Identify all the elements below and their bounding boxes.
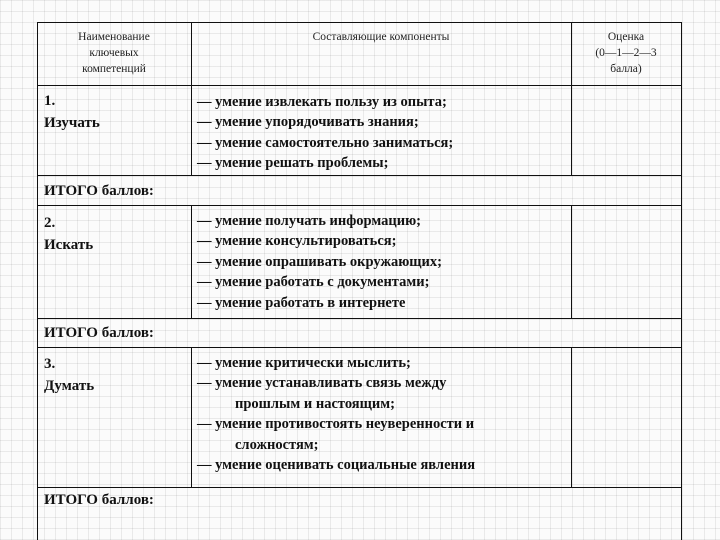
total-score-label-2: ИТОГО баллов: [44, 325, 154, 341]
total-row-top-2 [37, 318, 682, 319]
competency-name-1 [44, 90, 100, 134]
header-line: (0—1—2—3 [595, 47, 657, 59]
header-line: компетенций [82, 63, 146, 75]
component-item: — умение оценивать социальные явления [197, 457, 476, 474]
components-list-1 [197, 92, 453, 174]
component-item: — умение упорядочивать знания; [197, 114, 419, 131]
component-item: — умение работать в интернете [197, 294, 406, 311]
column-divider-1c [191, 347, 192, 487]
total-row-top-3 [37, 487, 682, 488]
competency-name-2 [44, 212, 93, 256]
component-item: — умение получать информацию; [197, 213, 422, 229]
competency-title: Думать [44, 378, 95, 394]
competency-number: 1. [44, 93, 56, 109]
components-list-3 [197, 353, 475, 475]
component-item: — умение решать проблемы; [197, 155, 389, 172]
component-item: — умение работать с документами; [197, 274, 430, 291]
header-divider [37, 85, 682, 86]
component-item: — умение противостоять неуверенности и [197, 416, 475, 433]
component-item: — умение извлекать пользу из опыта; [197, 94, 447, 110]
total-score-label-3: ИТОГО баллов: [44, 492, 154, 508]
header-line: ключевых [89, 47, 139, 59]
column-divider-2b [571, 205, 572, 318]
competency-number: 2. [44, 215, 56, 231]
header-line: Наименование [78, 31, 150, 43]
header-competency-name [37, 29, 191, 77]
component-item-continuation: прошлым и настоящим; [235, 395, 395, 412]
total-row-top-1 [37, 175, 682, 176]
competency-title: Изучать [44, 115, 100, 131]
components-list-2 [197, 211, 442, 313]
header-line: Составляющие компоненты [312, 31, 450, 43]
component-item: — умение критически мыслить; [197, 355, 411, 371]
header-components [191, 29, 571, 45]
competency-number: 3. [44, 356, 56, 372]
component-item: — умение устанавливать связь между [197, 375, 447, 392]
total-score-label-1: ИТОГО баллов: [44, 183, 154, 199]
table-border-left [37, 22, 38, 540]
component-item: — умение самостоятельно заниматься; [197, 134, 454, 151]
competency-table [37, 22, 682, 540]
header-score [571, 29, 681, 77]
competency-title: Искать [44, 237, 94, 253]
column-divider-2c [571, 347, 572, 487]
table-border-top [37, 22, 682, 23]
header-line: балла) [610, 63, 642, 75]
header-line: Оценка [607, 31, 645, 43]
component-item-continuation: сложностям; [235, 436, 319, 453]
table-border-right [681, 22, 682, 540]
component-item: — умение консультироваться; [197, 233, 397, 250]
competency-name-3 [44, 353, 94, 397]
total-row-bottom-1 [37, 205, 682, 206]
component-item: — умение опрашивать окружающих; [197, 253, 442, 270]
total-row-bottom-2 [37, 347, 682, 348]
column-divider-1b [191, 205, 192, 318]
